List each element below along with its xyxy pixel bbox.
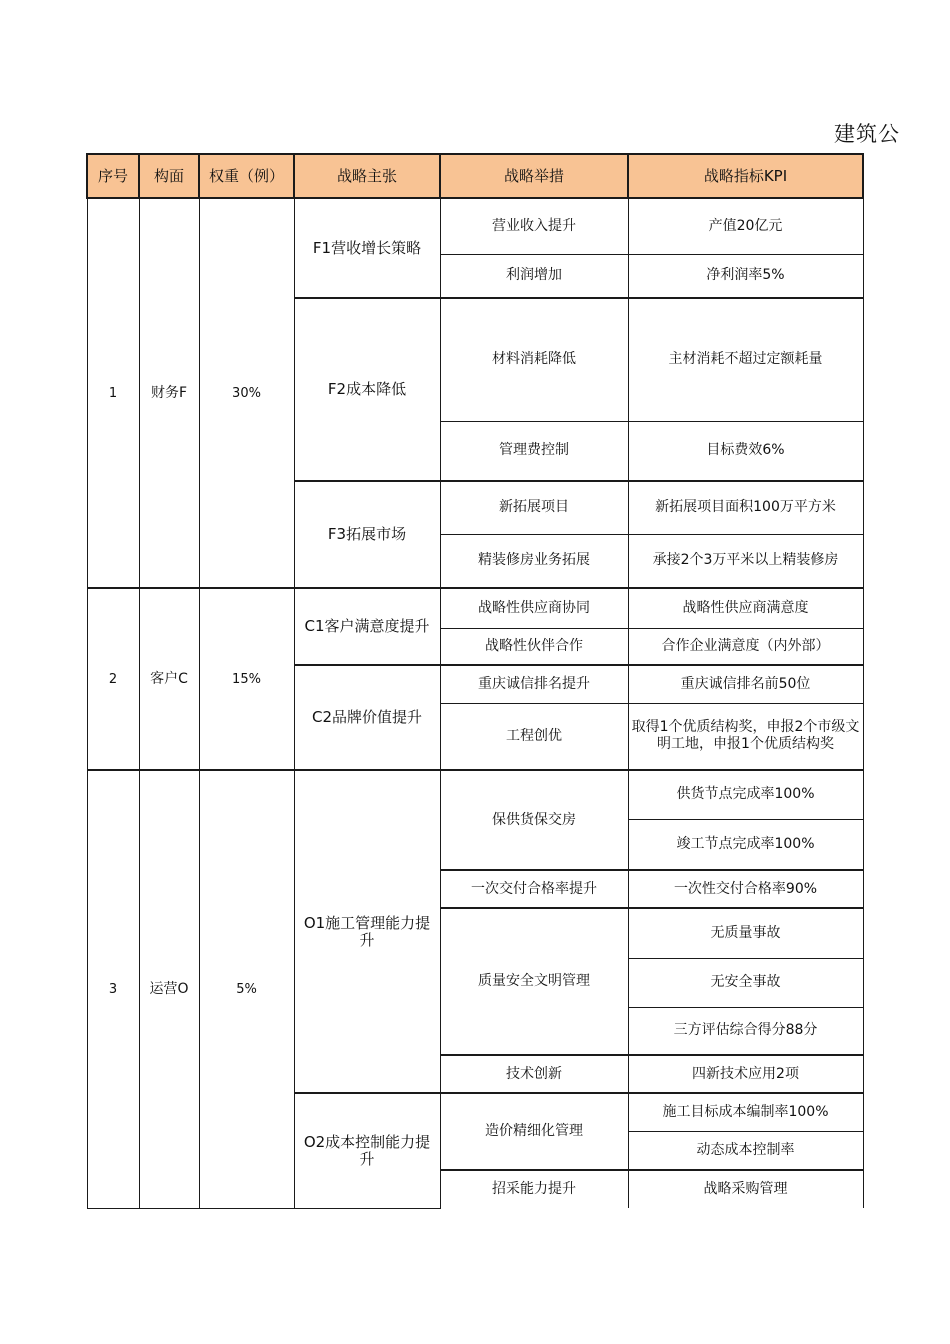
strategy-theme: C1客户满意度提升 (294, 588, 440, 665)
header-measure: 战略举措 (440, 154, 628, 198)
strategy-kpi: 施工目标成本编制率100% (628, 1093, 863, 1131)
strategy-measure: 保供货保交房 (440, 770, 628, 870)
strategy-measure: 管理费控制 (440, 421, 628, 481)
group-weight: 30% (199, 198, 294, 588)
strategy-kpi: 战略性供应商满意度 (628, 588, 863, 628)
strategy-measure: 工程创优 (440, 703, 628, 770)
strategy-kpi: 取得1个优质结构奖，申报2个市级文明工地，申报1个优质结构奖 (628, 703, 863, 770)
strategy-kpi: 净利润率5% (628, 254, 863, 298)
strategy-kpi: 主材消耗不超过定额耗量 (628, 298, 863, 421)
strategy-measure: 材料消耗降低 (440, 298, 628, 421)
strategy-kpi: 重庆诚信排名前50位 (628, 665, 863, 703)
header-kpi: 战略指标KPI (628, 154, 863, 198)
header-weight: 权重（例） (199, 154, 294, 198)
strategy-kpi: 目标费效6% (628, 421, 863, 481)
group-no: 3 (87, 770, 139, 1208)
strategy-kpi: 承接2个3万平米以上精装修房 (628, 534, 863, 588)
strategy-theme: F1营收增长策略 (294, 198, 440, 298)
strategy-kpi: 供货节点完成率100% (628, 770, 863, 819)
table-row (87, 588, 863, 628)
table-row (87, 198, 863, 254)
strategy-kpi: 战略采购管理 (628, 1170, 863, 1208)
strategy-theme: O1施工管理能力提升 (294, 770, 440, 1093)
header-row (87, 154, 863, 198)
strategy-measure: 战略性伙伴合作 (440, 628, 628, 665)
strategy-measure: 技术创新 (440, 1055, 628, 1093)
header-theme: 战略主张 (294, 154, 440, 198)
strategy-measure: 招采能力提升 (440, 1170, 628, 1208)
group-no: 1 (87, 198, 139, 588)
strategy-kpi: 新拓展项目面积100万平方米 (628, 481, 863, 534)
strategy-kpi: 三方评估综合得分88分 (628, 1007, 863, 1055)
group-facet: 客户C (139, 588, 199, 770)
strategy-theme: C2品牌价值提升 (294, 665, 440, 770)
strategy-kpi: 四新技术应用2项 (628, 1055, 863, 1093)
strategy-kpi: 竣工节点完成率100% (628, 819, 863, 870)
header-no: 序号 (87, 154, 139, 198)
strategy-measure: 造价精细化管理 (440, 1093, 628, 1170)
strategy-kpi: 动态成本控制率 (628, 1131, 863, 1170)
strategy-kpi: 产值20亿元 (628, 198, 863, 254)
strategy-kpi: 合作企业满意度（内外部） (628, 628, 863, 665)
strategy-measure: 一次交付合格率提升 (440, 870, 628, 908)
strategy-kpi: 一次性交付合格率90% (628, 870, 863, 908)
group-facet: 运营O (139, 770, 199, 1208)
strategy-measure: 战略性供应商协同 (440, 588, 628, 628)
strategy-measure: 新拓展项目 (440, 481, 628, 534)
strategy-measure: 精装修房业务拓展 (440, 534, 628, 588)
strategy-kpi: 无安全事故 (628, 958, 863, 1007)
strategy-measure: 利润增加 (440, 254, 628, 298)
table-row (87, 770, 863, 819)
strategy-measure: 营业收入提升 (440, 198, 628, 254)
strategy-measure: 重庆诚信排名提升 (440, 665, 628, 703)
group-facet: 财务F (139, 198, 199, 588)
group-no: 2 (87, 588, 139, 770)
strategy-theme: F3拓展市场 (294, 481, 440, 588)
document-title: 建筑公 (834, 122, 900, 146)
group-weight: 15% (199, 588, 294, 770)
strategy-theme: F2成本降低 (294, 298, 440, 481)
strategy-measure: 质量安全文明管理 (440, 908, 628, 1055)
strategy-kpi-table (86, 153, 864, 1209)
group-weight: 5% (199, 770, 294, 1208)
header-facet: 构面 (139, 154, 199, 198)
strategy-kpi: 无质量事故 (628, 908, 863, 958)
strategy-theme: O2成本控制能力提升 (294, 1093, 440, 1208)
